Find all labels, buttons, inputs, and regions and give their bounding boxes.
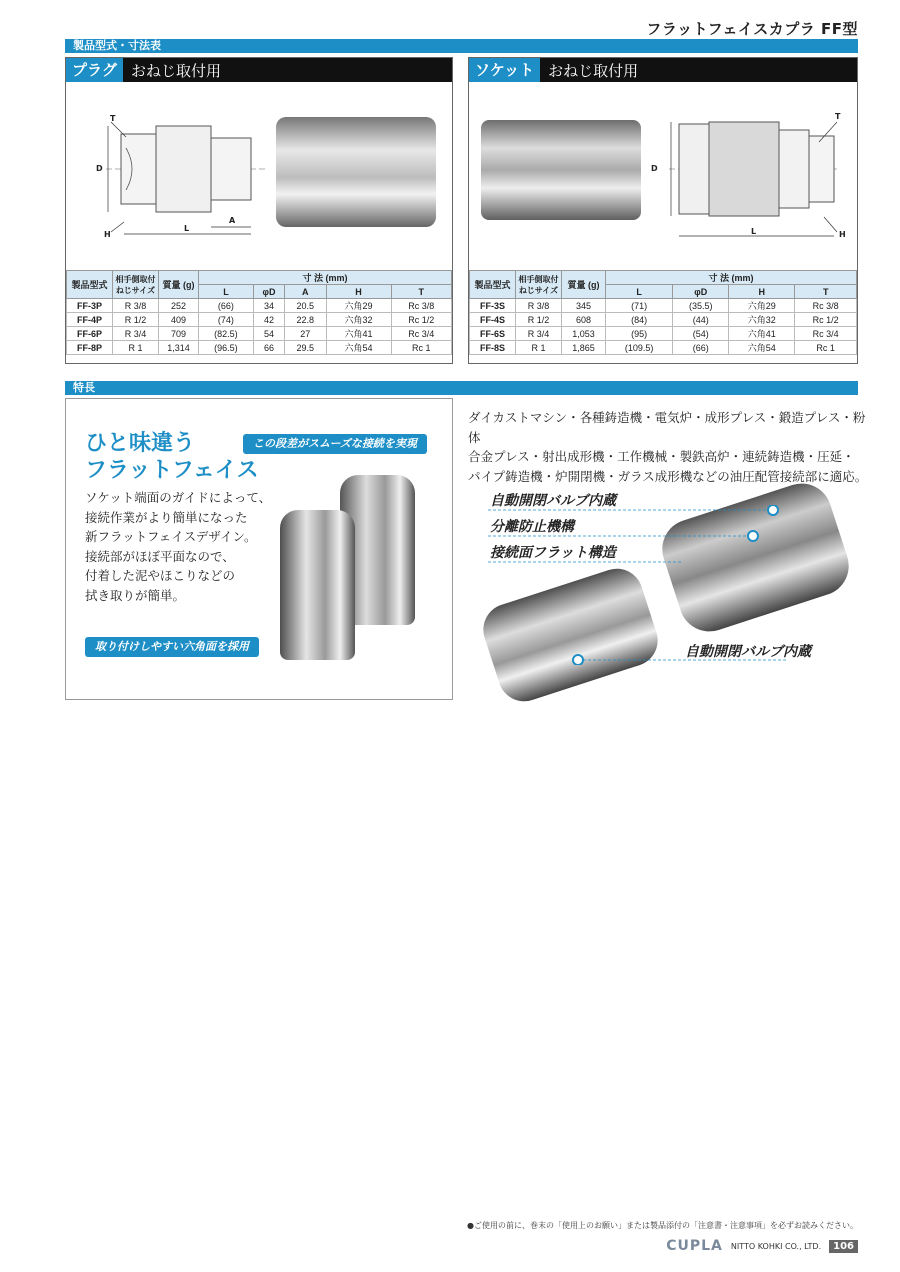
socket-table-cell: 六角32 (729, 313, 795, 327)
plug-table-cell: FF-4P (67, 313, 113, 327)
socket-dim-l: L (751, 227, 757, 236)
plug-table-cell: Rc 3/8 (391, 299, 452, 313)
features-product-photo (280, 475, 430, 660)
socket-subtitle: おねじ取付用 (548, 61, 639, 80)
page-number: 106 (829, 1240, 858, 1253)
socket-col-phid: φD (673, 285, 729, 299)
plug-table-cell: R 1 (113, 341, 159, 355)
label-flat-face: 接続面フラット構造 (490, 545, 616, 561)
plug-dim-h: H (104, 230, 111, 239)
plug-table-cell: 六角41 (326, 327, 391, 341)
socket-drawing-area (469, 82, 857, 270)
plug-table-cell: 409 (159, 313, 199, 327)
features-title-line2: フラットフェイス (85, 458, 259, 483)
socket-col-mass: 質量 (g) (562, 271, 606, 299)
socket-table-cell: Rc 3/4 (795, 327, 857, 341)
plug-dim-l: L (184, 224, 190, 233)
socket-table-cell: (109.5) (606, 341, 673, 355)
footer-note: ●ご使用の前に、巻末の「使用上のお願い」または製品添付の「注意書・注意事項」を必ずお読みください。 (467, 1221, 858, 1230)
plug-table-cell: 66 (253, 341, 284, 355)
plug-dim-a: A (229, 216, 236, 225)
plug-table-cell: R 1/2 (113, 313, 159, 327)
socket-table-cell: R 3/4 (516, 327, 562, 341)
socket-dim-h: H (839, 230, 846, 239)
features-line: 付着した泥やほこりなどの (85, 568, 236, 583)
socket-col-thread: 相手側取付ねじサイズ (516, 271, 562, 299)
plug-table-cell: 34 (253, 299, 284, 313)
cupla-logo: CUPLA (666, 1238, 723, 1254)
plug-table-cell: FF-3P (67, 299, 113, 313)
application-line: パイプ鋳造機・炉開閉機・ガラス成形機などの油圧配管接続部に適応。 (468, 468, 868, 484)
socket-table-row (470, 299, 857, 313)
socket-table-cell: 1,865 (562, 341, 606, 355)
plug-col-mass: 質量 (g) (159, 271, 199, 299)
features-line: 接続作業がより簡単になった (85, 509, 248, 525)
plug-table-cell: (66) (199, 299, 254, 313)
plug-tag: プラグ (66, 58, 123, 82)
plug-table-cell: 六角54 (326, 341, 391, 355)
socket-dim-d: D (651, 164, 658, 173)
socket-table-cell: 345 (562, 299, 606, 313)
socket-col-model: 製品型式 (470, 271, 516, 299)
socket-table-row (470, 313, 857, 327)
plug-table-row (67, 299, 452, 313)
plug-col-l: L (199, 285, 254, 299)
socket-table-cell: 六角29 (729, 299, 795, 313)
plug-table-cell: 1,314 (159, 341, 199, 355)
socket-table-cell: 1,053 (562, 327, 606, 341)
company-name: NITTO KOHKI CO., LTD. (730, 1241, 822, 1251)
plug-table-cell: 709 (159, 327, 199, 341)
features-line: 接続部がほぼ平面なので、 (85, 548, 235, 564)
plug-table-row (67, 327, 452, 341)
label-anti-separation: 分離防止機構 (490, 519, 574, 535)
plug-table-cell: Rc 3/4 (391, 327, 452, 341)
features-section-bar: 特長 (65, 381, 858, 395)
socket-col-t: T (795, 285, 857, 299)
spec-section-bar: 製品型式・寸法表 (65, 39, 858, 53)
plug-table-cell: 27 (285, 327, 326, 341)
plug-table-cell: 42 (253, 313, 284, 327)
socket-table-cell: Rc 1 (795, 341, 857, 355)
socket-table-cell: R 3/8 (516, 299, 562, 313)
socket-table-cell: 六角54 (729, 341, 795, 355)
plug-panel (65, 57, 453, 364)
socket-table-cell: FF-6S (470, 327, 516, 341)
plug-table-cell: 54 (253, 327, 284, 341)
socket-table-cell: (95) (606, 327, 673, 341)
plug-spec-table (66, 270, 452, 355)
socket-panel (468, 57, 858, 364)
plug-col-dims: 寸 法 (mm) (199, 271, 452, 285)
socket-dim-t: T (835, 112, 841, 121)
features-title-line1: ひと味違う (85, 431, 196, 456)
socket-dimension-drawing (649, 82, 857, 270)
plug-table-cell: 六角32 (326, 313, 391, 327)
plug-panel-header (66, 58, 452, 82)
socket-col-dims: 寸 法 (mm) (606, 271, 857, 285)
features-description (85, 488, 271, 605)
socket-table-row (470, 327, 857, 341)
socket-table-cell: (71) (606, 299, 673, 313)
socket-table-cell: (54) (673, 327, 729, 341)
plug-table-cell: R 3/8 (113, 299, 159, 313)
footer-brand (666, 1238, 858, 1254)
page-title: フラットフェイスカプラ FF型 (646, 20, 858, 38)
features-line: 新フラットフェイスデザイン。 (85, 529, 257, 544)
socket-table-cell: R 1 (516, 341, 562, 355)
socket-product-photo (481, 120, 641, 220)
socket-panel-header (469, 58, 857, 82)
plug-table-cell: 252 (159, 299, 199, 313)
socket-spec-table (469, 270, 857, 355)
plug-table-cell: 22.8 (285, 313, 326, 327)
socket-table-cell: (84) (606, 313, 673, 327)
plug-col-a: A (285, 285, 326, 299)
label-auto-valve-bottom: 自動開閉バルブ内蔵 (685, 644, 811, 660)
features-line: 拭き取りが簡単。 (85, 587, 186, 603)
plug-dim-d: D (96, 164, 103, 173)
plug-col-model: 製品型式 (67, 271, 113, 299)
plug-table-cell: 29.5 (285, 341, 326, 355)
plug-dim-t: T (110, 114, 116, 123)
application-text (468, 408, 868, 486)
plug-col-phid: φD (253, 285, 284, 299)
plug-col-h: H (326, 285, 391, 299)
label-auto-valve-top: 自動開閉バルブ内蔵 (490, 493, 616, 509)
plug-table-row (67, 313, 452, 327)
socket-table-cell: FF-3S (470, 299, 516, 313)
plug-table-cell: Rc 1/2 (391, 313, 452, 327)
socket-table-cell: Rc 3/8 (795, 299, 857, 313)
callout-smooth-connection: この段差がスムーズな接続を実現 (243, 434, 427, 454)
plug-table-row (67, 341, 452, 355)
socket-table-cell: (44) (673, 313, 729, 327)
plug-table-cell: 六角29 (326, 299, 391, 313)
socket-table-cell: FF-4S (470, 313, 516, 327)
socket-table-cell: 六角41 (729, 327, 795, 341)
features-title (85, 430, 259, 484)
plug-table-cell: FF-6P (67, 327, 113, 341)
socket-col-l: L (606, 285, 673, 299)
socket-table-cell: (66) (673, 341, 729, 355)
socket-table-cell: (35.5) (673, 299, 729, 313)
socket-tag: ソケット (469, 58, 540, 82)
application-line: 合金プレス・射出成形機・工作機械・製鉄高炉・連続鋳造機・圧延・ (468, 449, 855, 464)
plug-col-t: T (391, 285, 452, 299)
callout-hex-face: 取り付けしやすい六角面を採用 (85, 637, 259, 657)
plug-table-cell: (82.5) (199, 327, 254, 341)
plug-table-cell: (96.5) (199, 341, 254, 355)
socket-col-h: H (729, 285, 795, 299)
socket-table-cell: FF-8S (470, 341, 516, 355)
plug-col-thread: 相手側取付ねじサイズ (113, 271, 159, 299)
socket-table-cell: 608 (562, 313, 606, 327)
socket-table-row (470, 341, 857, 355)
plug-product-photo (276, 117, 436, 227)
application-line: ダイカストマシン・各種鋳造機・電気炉・成形プレス・鍛造プレス・粉体 (468, 410, 866, 445)
socket-table-cell: R 1/2 (516, 313, 562, 327)
features-line: ソケット端面のガイドによって、 (85, 490, 272, 505)
socket-table-cell: Rc 1/2 (795, 313, 857, 327)
plug-drawing-area (66, 82, 452, 270)
plug-table-cell: 20.5 (285, 299, 326, 313)
plug-subtitle: おねじ取付用 (131, 61, 222, 80)
plug-table-cell: Rc 1 (391, 341, 452, 355)
plug-table-cell: R 3/4 (113, 327, 159, 341)
plug-table-cell: (74) (199, 313, 254, 327)
plug-table-cell: FF-8P (67, 341, 113, 355)
